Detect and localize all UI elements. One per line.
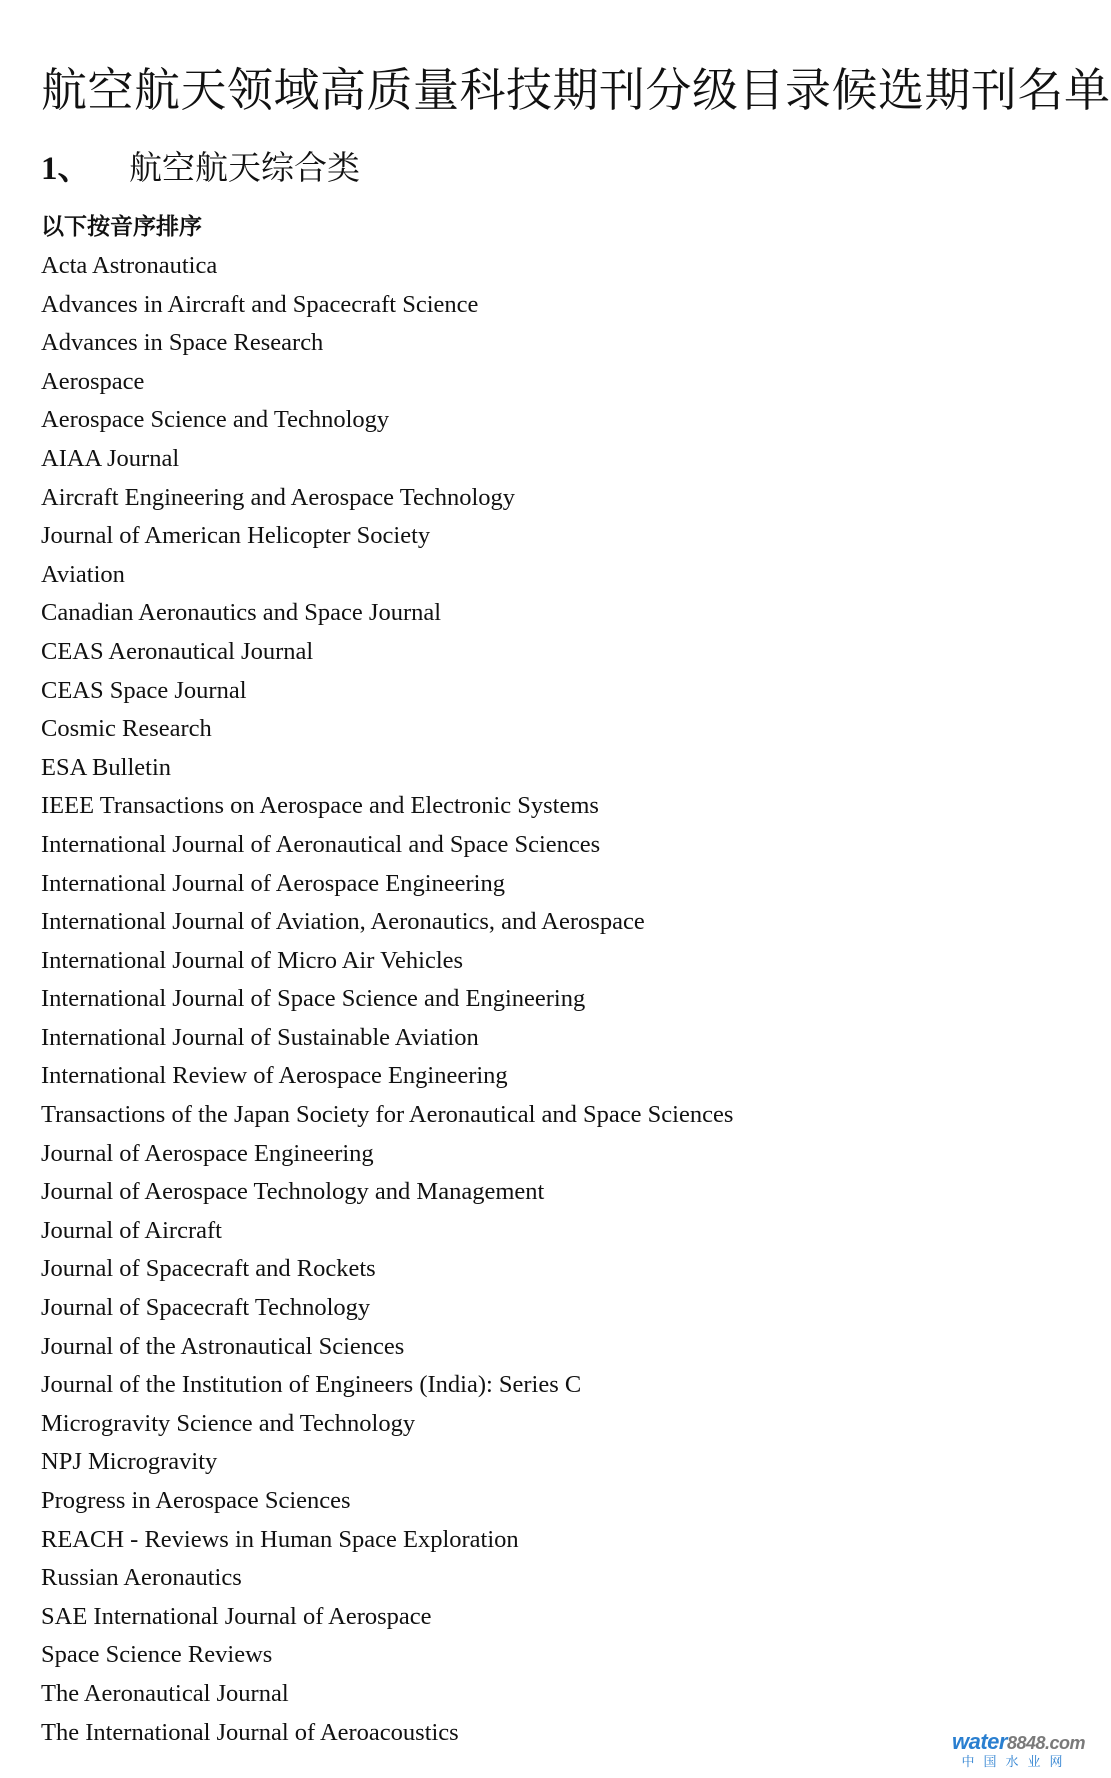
section-number: 1、 [41,151,91,187]
journal-item: International Review of Aerospace Engineering [41,1062,508,1090]
journal-item: Journal of Spacecraft and Rockets [41,1255,376,1283]
journal-item: Journal of the Astronautical Sciences [41,1332,405,1360]
journal-item: Acta Astronautica [41,252,218,279]
watermark-brand-suffix: .com [1045,1733,1086,1753]
journal-item: Microgravity Science and Technology [41,1409,416,1437]
section-heading [41,146,360,191]
journal-item: The Aeronautical Journal [41,1679,289,1707]
journal-item: Russian Aeronautics [41,1564,242,1592]
journal-item: Aerospace Science and Technology [41,406,390,434]
journal-item: International Journal of Space Science and Engineering [41,985,586,1013]
journal-item: IEEE Transactions on Aerospace and Electronic Systems [41,792,599,820]
journal-item: AIAA Journal [41,444,180,472]
sort-note: 以下按音序排序 [41,214,202,240]
journal-item: Advances in Space Research [41,329,324,357]
journal-item: Aerospace [41,367,145,395]
journal-item: Canadian Aeronautics and Space Journal [41,599,442,627]
journal-item: Advances in Aircraft and Spacecraft Science [41,290,479,318]
journal-item: NPJ Microgravity [41,1448,218,1476]
journal-item: Journal of Aerospace Engineering [41,1139,374,1167]
journal-item: International Journal of Aerospace Engineering [41,869,505,897]
journal-item: Cosmic Research [41,715,212,743]
journal-item: International Journal of Aviation, Aeronautics, and Aerospace [41,908,645,936]
journal-item: International Journal of Aeronautical and Space Sciences [41,830,601,858]
journal-list [41,247,733,1752]
journal-item: Aviation [41,560,125,588]
journal-item: International Journal of Sustainable Aviation [41,1023,479,1051]
journal-item: Aircraft Engineering and Aerospace Technology [41,483,516,511]
journal-item: SAE International Journal of Aerospace [41,1602,432,1630]
journal-item: Journal of Aerospace Technology and Management [41,1178,545,1206]
watermark-brand-number: 8848 [1006,1733,1046,1753]
journal-item: ESA Bulletin [41,753,172,781]
watermark-brand-main: water [952,1729,1007,1754]
watermark-brand [952,1729,1086,1755]
journal-item: Progress in Aerospace Sciences [41,1487,351,1514]
journal-item: CEAS Aeronautical Journal [41,637,314,665]
watermark-subtitle: 中国水业网 [961,1755,1072,1770]
page-title: 航空航天领域高质量科技期刊分级目录候选期刊名单 [41,63,1111,117]
section-name: 航空航天综合类 [129,148,360,187]
journal-item: Space Science Reviews [41,1641,273,1669]
journal-item: International Journal of Micro Air Vehicles [41,946,464,974]
watermark-logo [952,1729,1086,1770]
journal-item: Journal of Aircraft [41,1216,222,1244]
journal-item: Journal of American Helicopter Society [41,522,431,550]
journal-item: The International Journal of Aeroacoustics [41,1718,459,1746]
journal-item: Journal of Spacecraft Technology [41,1294,371,1322]
journal-item: Journal of the Institution of Engineers (India): Series C [41,1371,582,1399]
journal-item: REACH - Reviews in Human Space Exploration [41,1525,519,1553]
journal-item: CEAS Space Journal [41,676,247,704]
journal-item: Transactions of the Japan Society for Aeronautical and Space Sciences [41,1101,734,1129]
